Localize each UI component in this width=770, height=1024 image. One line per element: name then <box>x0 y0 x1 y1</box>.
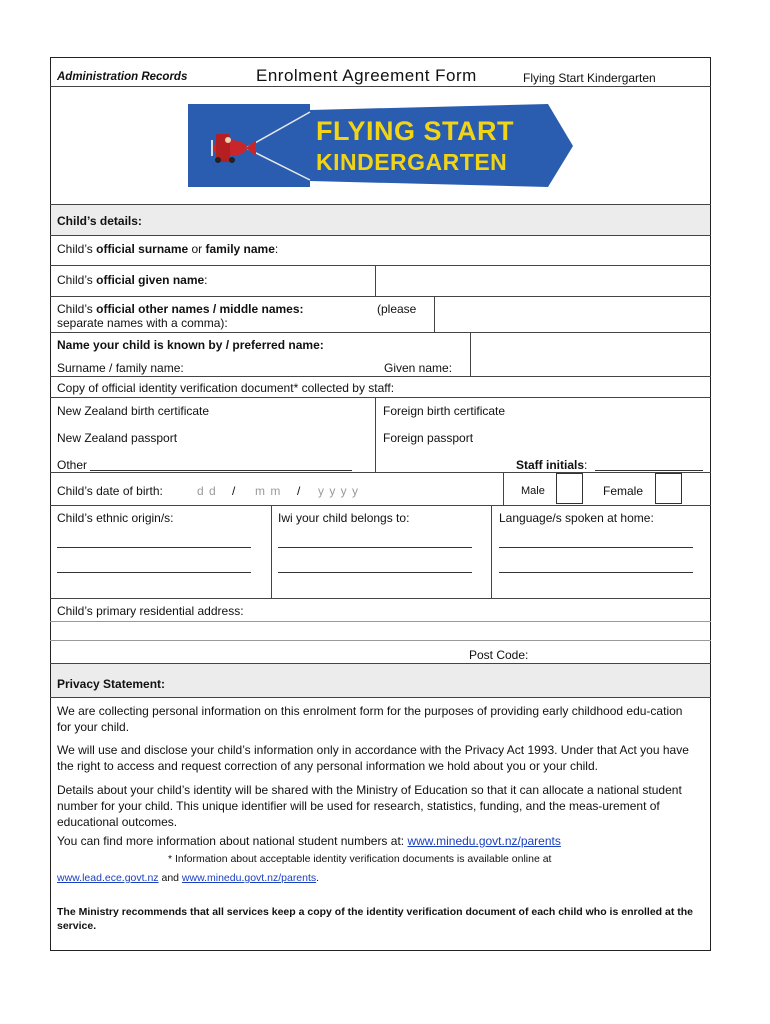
lead-ece-link[interactable]: www.lead.ece.govt.nz <box>57 872 159 884</box>
privacy-paragraph-2: We will use and disclose your child’s information only in accordance with the Privacy Act 1993. Under that Act you have the right to access and request correction of any personal information we hold about you or your child. <box>57 743 689 773</box>
divider <box>50 235 711 236</box>
minedu-parents-link-2[interactable]: www.minedu.govt.nz/parents <box>181 872 317 884</box>
nz-birth-option[interactable]: New Zealand birth certificate <box>57 404 210 418</box>
iwi-label: Iwi your child belongs to: <box>278 511 410 525</box>
divider <box>50 397 711 398</box>
other-names-field[interactable] <box>436 298 708 331</box>
language-label: Language/s spoken at home: <box>499 511 654 525</box>
minedu-parents-link[interactable]: www.minedu.govt.nz/parents <box>407 834 561 848</box>
dob-separator: / <box>297 484 301 498</box>
childs-details-heading: Child’s details: <box>57 214 142 228</box>
given-name-field[interactable] <box>377 267 708 295</box>
form-title: Enrolment Agreement Form <box>256 66 477 85</box>
identity-note-links: www.lead.ece.govt.nz and www.minedu.govt.nz/parents. <box>57 872 320 884</box>
kindergarten-logo <box>188 104 573 187</box>
ministry-recommendation: The Ministry recommends that all services keep a copy of the identity verification document of each child who is enrolled at the service. <box>57 906 693 932</box>
header-left: Administration Records <box>57 71 188 83</box>
header-right: Flying Start Kindergarten <box>523 71 656 85</box>
privacy-paragraph-3: Details about your child’s identity will be shared with the Ministry of Education so that it can allocate a national student number for your child. This unique identifier will be used for research, statistics, funding, and the meas-urement of educational outcomes. <box>57 783 682 829</box>
divider <box>50 697 711 698</box>
known-given-label: Given name: <box>384 361 453 375</box>
ethnic-origin-line[interactable] <box>57 547 251 548</box>
nz-passport-option[interactable]: New Zealand passport <box>57 431 178 445</box>
identity-note: * Information about acceptable identity verification documents is available online at <box>168 853 552 865</box>
divider <box>50 376 711 377</box>
dob-month-field[interactable]: m m <box>255 484 282 498</box>
iwi-line[interactable] <box>278 572 472 573</box>
divider <box>50 332 711 333</box>
dob-separator: / <box>232 484 236 498</box>
surname-label: Child’s official surname or family name: <box>57 242 279 256</box>
staff-initials-label: Staff initials: <box>516 458 588 472</box>
ethnic-origin-line[interactable] <box>57 572 251 573</box>
known-surname-label: Surname / family name: <box>57 361 184 375</box>
given-name-label: Child’s official given name: <box>57 273 208 287</box>
divider <box>50 505 711 506</box>
language-line[interactable] <box>499 547 693 548</box>
known-surname-field[interactable] <box>196 356 376 374</box>
section-shade <box>51 205 710 235</box>
ethnic-origin-label: Child’s ethnic origin/s: <box>57 511 174 525</box>
iwi-line[interactable] <box>278 547 472 548</box>
logo-line1: FLYING START <box>316 116 515 146</box>
privacy-paragraph-4: You can find more information about national student numbers at: www.minedu.govt.nz/parents <box>57 834 561 848</box>
postcode-label: Post Code: <box>469 648 529 662</box>
female-checkbox[interactable] <box>655 473 682 504</box>
dob-year-field[interactable]: y y y y <box>318 484 360 498</box>
other-names-note: separate names with a comma): <box>57 316 228 330</box>
address-field[interactable] <box>51 622 710 639</box>
divider <box>50 86 711 87</box>
divider <box>50 472 711 473</box>
male-checkbox[interactable] <box>556 473 583 504</box>
divider <box>50 296 711 297</box>
staff-initials-field[interactable] <box>595 470 703 471</box>
dob-label: Child’s date of birth: <box>57 484 163 498</box>
female-label: Female <box>603 484 644 498</box>
known-given-field[interactable] <box>472 334 708 375</box>
foreign-birth-option[interactable]: Foreign birth certificate <box>383 404 506 418</box>
logo-line2: KINDERGARTEN <box>316 149 508 175</box>
male-label: Male <box>521 485 545 497</box>
address-label: Child’s primary residential address: <box>57 604 244 618</box>
other-underline[interactable] <box>90 470 352 471</box>
privacy-heading: Privacy Statement: <box>57 677 166 691</box>
identity-doc-label: Copy of official identity verification document* collected by staff: <box>57 381 395 395</box>
divider <box>50 640 711 641</box>
divider <box>50 265 711 266</box>
other-names-label: Child’s official other names / middle names: <box>57 302 304 316</box>
foreign-passport-option[interactable]: Foreign passport <box>383 431 474 445</box>
privacy-paragraph-1: We are collecting personal information on this enrolment form for the purposes of providing early childhood edu-cation for your child. <box>57 704 683 734</box>
other-option[interactable]: Other <box>57 458 88 472</box>
postcode-field[interactable] <box>534 644 708 662</box>
divider <box>50 598 711 599</box>
other-names-please: (please <box>377 302 417 316</box>
language-line[interactable] <box>499 572 693 573</box>
dob-day-field[interactable]: d d <box>197 484 217 498</box>
known-by-heading: Name your child is known by / preferred name: <box>57 338 324 352</box>
surname-field[interactable] <box>290 237 708 263</box>
